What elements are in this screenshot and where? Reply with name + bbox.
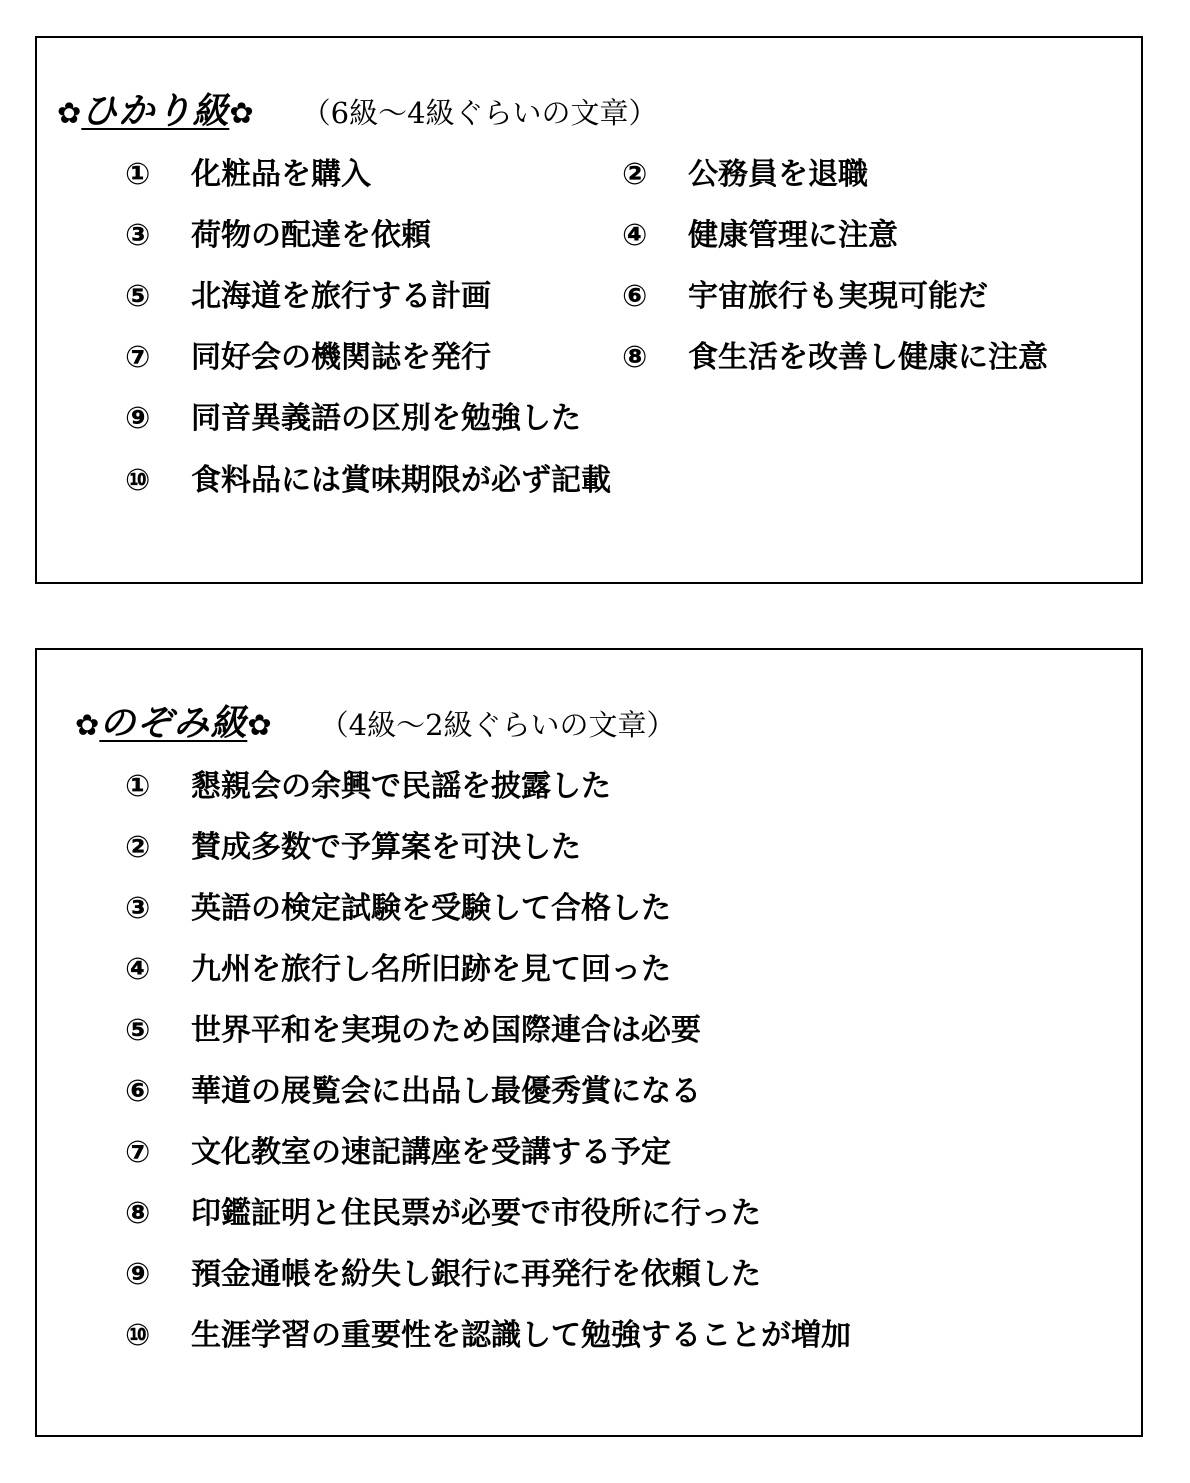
nozomi-title: のぞみ級: [99, 703, 248, 744]
item-number: ⑧: [622, 340, 648, 375]
list-item: [125, 950, 671, 990]
item-text: 北海道を旅行する計画: [191, 279, 491, 314]
hikari-heading: [57, 91, 658, 132]
item-number: ④: [125, 952, 151, 987]
hikari-subtitle: （6級～4級ぐらいの文章）: [301, 96, 658, 130]
hikari-title: ひかり級: [81, 91, 230, 132]
item-text: 懇親会の余興で民謡を披露した: [191, 769, 611, 804]
list-item: [125, 828, 581, 868]
item-text: 世界平和を実現のため国際連合は必要: [191, 1013, 701, 1048]
item-number: ②: [622, 157, 648, 192]
flower-icon: ✿: [247, 708, 272, 742]
item-number: ③: [125, 891, 151, 926]
item-number: ⑨: [125, 1257, 151, 1292]
item-text: 食料品には賞味期限が必ず記載: [191, 463, 611, 498]
item-number: ⑤: [125, 279, 151, 314]
item-text: 印鑑証明と住民票が必要で市役所に行った: [191, 1196, 761, 1231]
list-item: [125, 338, 491, 378]
item-text: 化粧品を購入: [191, 157, 371, 192]
item-number: ⑩: [125, 1318, 151, 1353]
nozomi-heading: [75, 703, 676, 744]
item-text: 公務員を退職: [688, 157, 868, 192]
flower-icon: ✿: [57, 96, 82, 130]
flower-icon: ✿: [75, 708, 100, 742]
hikari-level-box: [35, 36, 1143, 584]
list-item: [622, 216, 898, 256]
item-number: ⑥: [622, 279, 648, 314]
list-item: [622, 277, 988, 317]
nozomi-subtitle: （4級～2級ぐらいの文章）: [319, 708, 676, 742]
flower-icon: ✿: [229, 96, 254, 130]
item-text: 宇宙旅行も実現可能だ: [688, 279, 988, 314]
list-item: [622, 155, 868, 195]
nozomi-level-box: [35, 648, 1143, 1437]
list-item: [125, 277, 491, 317]
item-text: 生涯学習の重要性を認識して勉強することが増加: [191, 1318, 851, 1353]
item-number: ⑤: [125, 1013, 151, 1048]
list-item: [125, 1072, 701, 1112]
item-text: 賛成多数で予算案を可決した: [191, 830, 581, 865]
item-text: 文化教室の速記講座を受講する予定: [191, 1135, 671, 1170]
item-text: 同好会の機関誌を発行: [191, 340, 491, 375]
list-item: [125, 461, 611, 501]
item-number: ⑦: [125, 1135, 151, 1170]
list-item: [125, 1194, 761, 1234]
item-text: 健康管理に注意: [688, 218, 898, 253]
list-item: [125, 767, 611, 807]
item-number: ④: [622, 218, 648, 253]
item-number: ①: [125, 157, 151, 192]
item-number: ⑩: [125, 463, 151, 498]
item-number: ⑨: [125, 401, 151, 436]
item-text: 英語の検定試験を受験して合格した: [191, 891, 671, 926]
list-item: [125, 1133, 671, 1173]
list-item: [125, 399, 581, 439]
item-text: 華道の展覧会に出品し最優秀賞になる: [191, 1074, 701, 1109]
item-number: ⑦: [125, 340, 151, 375]
item-text: 預金通帳を紛失し銀行に再発行を依頼した: [191, 1257, 761, 1292]
list-item: [125, 1316, 851, 1356]
item-text: 同音異義語の区別を勉強した: [191, 401, 581, 436]
item-number: ⑧: [125, 1196, 151, 1231]
list-item: [125, 216, 431, 256]
list-item: [125, 889, 671, 929]
item-text: 荷物の配達を依頼: [191, 218, 431, 253]
list-item: [125, 155, 371, 195]
item-text: 食生活を改善し健康に注意: [688, 340, 1048, 375]
item-number: ②: [125, 830, 151, 865]
list-item: [125, 1011, 701, 1051]
list-item: [622, 338, 1048, 378]
item-number: ①: [125, 769, 151, 804]
item-number: ③: [125, 218, 151, 253]
item-text: 九州を旅行し名所旧跡を見て回った: [191, 952, 671, 987]
list-item: [125, 1255, 761, 1295]
item-number: ⑥: [125, 1074, 151, 1109]
